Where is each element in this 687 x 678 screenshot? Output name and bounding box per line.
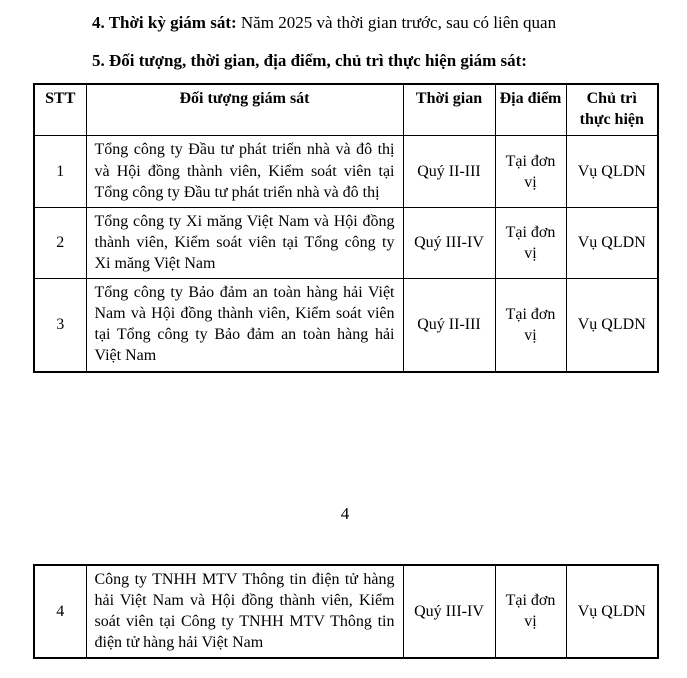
col-header-time: Thời gian xyxy=(403,84,495,136)
cell-stt: 4 xyxy=(34,565,86,658)
cell-lead: Vụ QLDN xyxy=(566,565,658,658)
cell-subject: Công ty TNHH MTV Thông tin điện tử hàng hải Việt Nam và Hội đồng thành viên, Kiểm soát viên tại Công ty TNHH MTV Thông tin điện tử hàng hải Việt Nam xyxy=(86,565,403,658)
cell-time: Quý III-IV xyxy=(403,565,495,658)
cell-stt: 1 xyxy=(34,136,86,207)
table-row xyxy=(34,279,658,372)
section-4-label: 4. Thời kỳ giám sát: xyxy=(92,13,237,32)
cell-time: Quý III-IV xyxy=(403,207,495,278)
cell-lead: Vụ QLDN xyxy=(566,136,658,207)
cell-stt: 2 xyxy=(34,207,86,278)
table-row xyxy=(34,565,658,658)
cell-place: Tại đơn vị xyxy=(495,279,566,372)
supervision-table-part-2 xyxy=(33,564,659,659)
col-header-place: Địa điểm xyxy=(495,84,566,136)
cell-subject: Tổng công ty Xi măng Việt Nam và Hội đồng thành viên, Kiểm soát viên tại Tổng công ty Xi măng Việt Nam xyxy=(86,207,403,278)
supervision-table-part-1 xyxy=(33,83,659,373)
cell-time: Quý II-III xyxy=(403,136,495,207)
cell-subject: Tổng công ty Đầu tư phát triển nhà và đô thị và Hội đồng thành viên, Kiểm soát viên tại Tổng công ty Đầu tư phát triển nhà và đô thị xyxy=(86,136,403,207)
col-header-subject: Đối tượng giám sát xyxy=(86,84,403,136)
table-row xyxy=(34,136,658,207)
cell-subject: Tổng công ty Bảo đảm an toàn hàng hải Việt Nam và Hội đồng thành viên, Kiểm soát viên tại Tổng công ty Bảo đảm an toàn hàng hải Việt Nam xyxy=(86,279,403,372)
col-header-lead: Chủ trì thực hiện xyxy=(566,84,658,136)
col-header-stt: STT xyxy=(34,84,86,136)
section-5-heading: 5. Đối tượng, thời gian, địa điểm, chủ trì thực hiện giám sát: xyxy=(92,50,527,70)
cell-lead: Vụ QLDN xyxy=(566,279,658,372)
cell-time: Quý II-III xyxy=(403,279,495,372)
section-4-text: Năm 2025 và thời gian trước, sau có liên quan xyxy=(236,13,557,32)
table-row xyxy=(34,207,658,278)
cell-stt: 3 xyxy=(34,279,86,372)
table-header-row xyxy=(34,84,658,136)
section-4-paragraph xyxy=(92,12,657,35)
cell-place: Tại đơn vị xyxy=(495,136,566,207)
cell-lead: Vụ QLDN xyxy=(566,207,658,278)
page-top-margin-gap xyxy=(33,525,657,564)
cell-place: Tại đơn vị xyxy=(495,207,566,278)
page-break-gap xyxy=(33,373,657,503)
page-number: 4 xyxy=(340,503,350,523)
cell-place: Tại đơn vị xyxy=(495,565,566,658)
